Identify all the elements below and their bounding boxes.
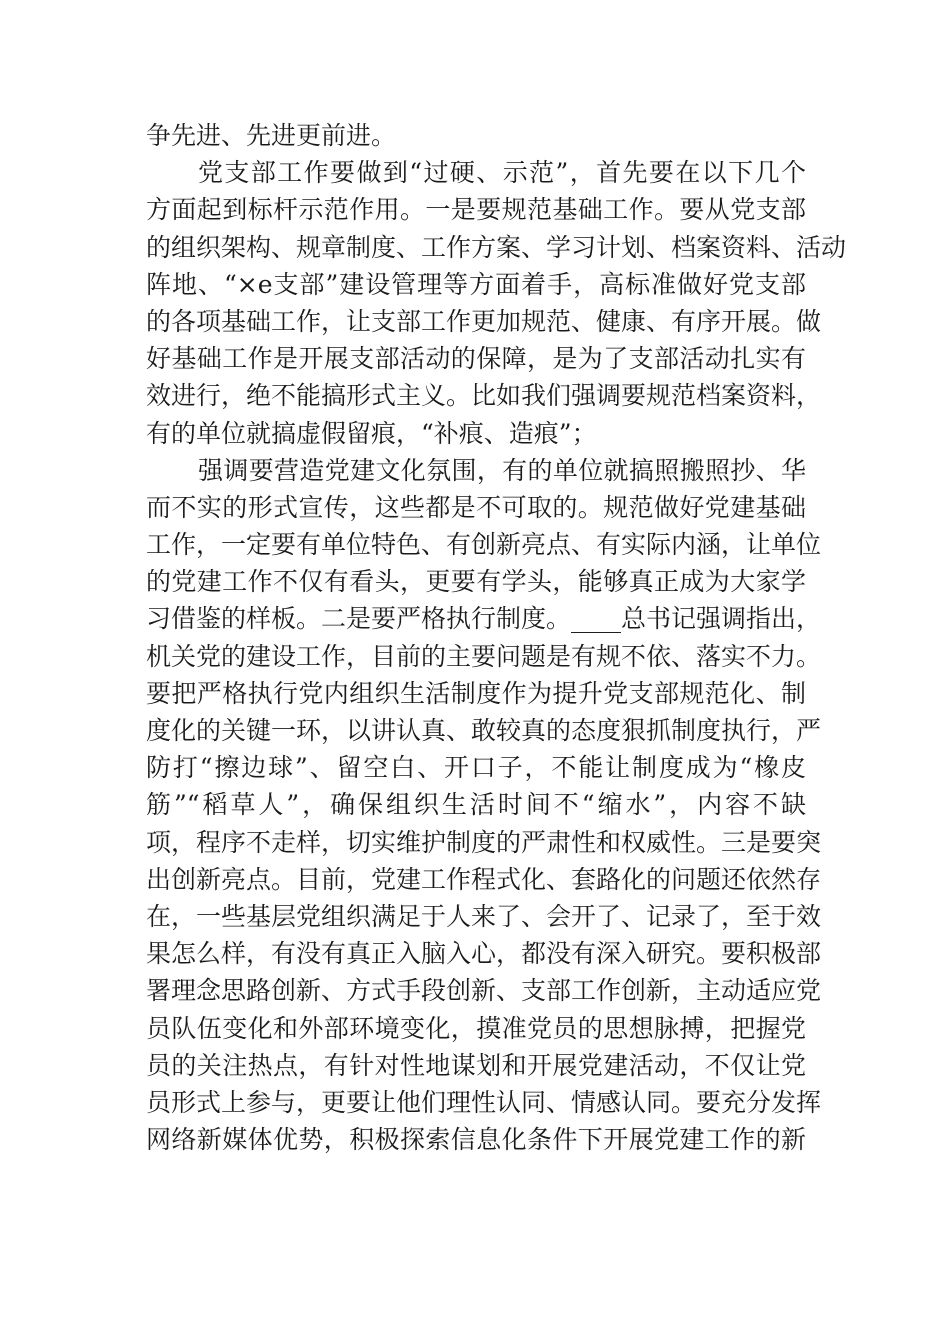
text-line: 的组织架构、规章制度、工作方案、学习计划、档案资料、活动: [146, 232, 847, 262]
text-line: 阵地、“×e支部”建设管理等方面着手，高标准做好党支部: [146, 269, 806, 299]
text-line: 争先进、先进更前进。: [146, 121, 397, 150]
text-line: 习借鉴的样板。二是要严格执行制度。____总书记强调指出，: [146, 604, 822, 634]
text-line: 效进行，绝不能搞形式主义。比如我们强调要规范档案资料，: [146, 381, 822, 411]
paragraph-first-line: 党支部工作要做到“过硬、示范”，首先要在以下几个: [198, 158, 806, 188]
text-line: 机关党的建设工作，目前的主要问题是有规不依、落实不力。: [146, 641, 822, 671]
text-line: 果怎么样，有没有真正入脑入心，都没有深入研究。要积极部: [146, 939, 822, 969]
text-line: 方面起到标杆示范作用。一是要规范基础工作。要从党支部: [146, 195, 806, 225]
text-line: 而不实的形式宣传，这些都是不可取的。规范做好党建基础: [146, 492, 806, 522]
text-line: 的党建工作不仅有看头，更要有学头，能够真正成为大家学: [146, 567, 806, 597]
text-line: 度化的关键一环，以讲认真、敢较真的态度狠抓制度执行，严: [146, 716, 822, 745]
text-line: 项，程序不走样，切实维护制度的严肃性和权威性。三是要突: [146, 827, 822, 857]
paragraph-first-line: 强调要营造党建文化氛围，有的单位就搞照搬照抄、华: [198, 455, 806, 485]
body-text: [146, 117, 847, 1158]
text-line: 署理念思路创新、方式手段创新、支部工作创新，主动适应党: [146, 976, 822, 1006]
text-line: 好基础工作是开展支部活动的保障，是为了支部活动扎实有: [146, 344, 806, 374]
text-line: 员形式上参与，更要让他们理性认同、情感认同。要充分发挥: [146, 1087, 822, 1117]
text-line: 要把严格执行党内组织生活制度作为提升党支部规范化、制: [146, 678, 806, 708]
text-line: 防打“擦边球”、留空白、开口子，不能让制度成为“橡皮: [146, 753, 806, 783]
text-line: 的各项基础工作，让支部工作更加规范、健康、有序开展。做: [146, 306, 822, 336]
text-line: 出创新亮点。目前，党建工作程式化、套路化的问题还依然存: [146, 864, 822, 894]
text-line: 工作，一定要有单位特色、有创新亮点、有实际内涵，让单位: [146, 530, 822, 560]
text-line: 员队伍变化和外部环境变化，摸准党员的思想脉搏，把握党: [146, 1013, 806, 1043]
text-line: 员的关注热点，有针对性地谋划和开展党建活动，不仅让党: [146, 1050, 806, 1080]
text-line: 在，一些基层党组织满足于人来了、会开了、记录了，至于效: [146, 901, 822, 931]
text-line: 有的单位就搞虚假留痕，“补痕、造痕”；: [146, 418, 597, 448]
text-line: 网络新媒体优势，积极探索信息化条件下开展党建工作的新: [146, 1125, 806, 1155]
text-line: 筋”“稻草人”，确保组织生活时间不“缩水”，内容不缺: [146, 790, 806, 820]
